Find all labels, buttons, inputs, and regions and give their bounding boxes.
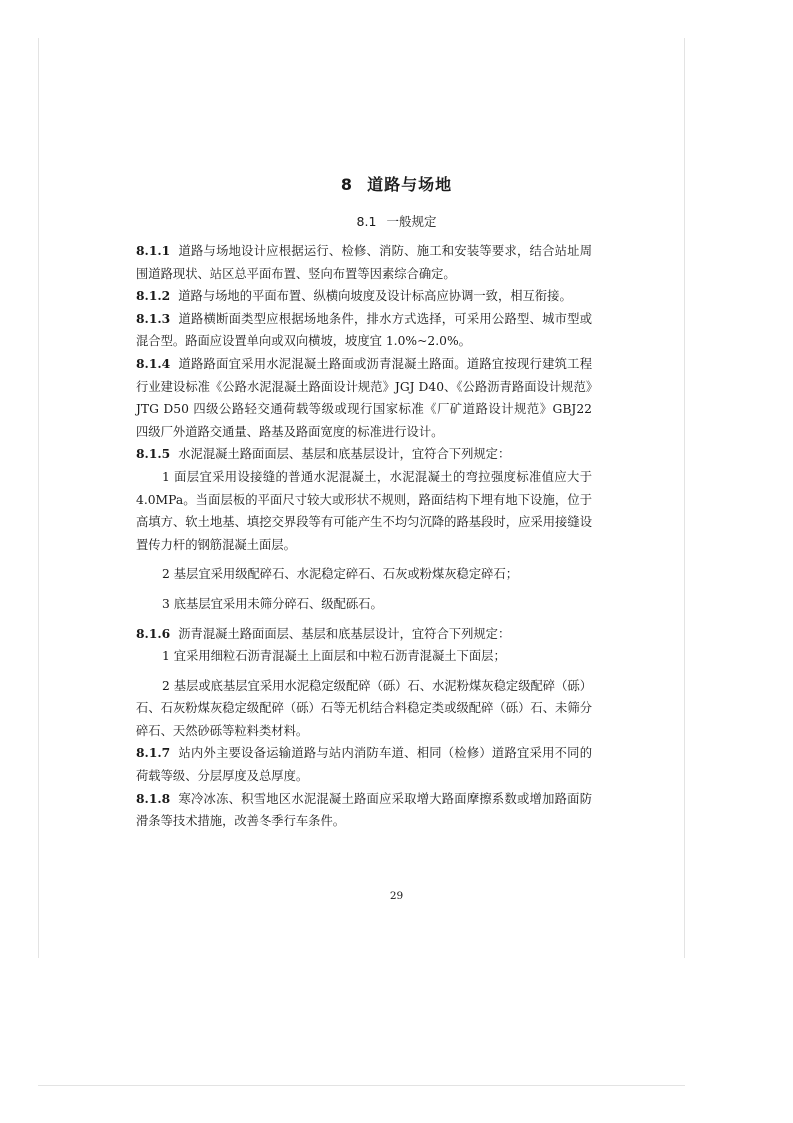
clause-8-1-4 bbox=[136, 353, 592, 443]
clause-text: 道路与场地的平面布置、纵横向坡度及设计标高应协调一致，相互衔接。 bbox=[178, 289, 572, 304]
clause-number: 8.1.4 bbox=[136, 355, 171, 371]
clause-number: 8.1.8 bbox=[136, 790, 171, 806]
clause-8-1-3 bbox=[136, 308, 592, 353]
clause-8-1-2 bbox=[136, 285, 592, 308]
clause-number: 8.1.7 bbox=[136, 745, 171, 761]
chapter-title-text: 道路与场地 bbox=[367, 175, 453, 194]
clause-8-1-6 bbox=[136, 623, 592, 646]
clause-number: 8.1.3 bbox=[136, 310, 171, 326]
clause-text: 水泥混凝土路面面层、基层和底基层设计，宜符合下列规定： bbox=[178, 447, 511, 462]
list-item: 3 底基层宜采用未筛分碎石、级配砾石。 bbox=[162, 596, 383, 611]
section-number: 8.1 bbox=[356, 214, 377, 229]
bottom-divider bbox=[38, 1085, 685, 1086]
list-item: 1 面层宜采用设接缝的普通水泥混凝土，水泥混凝土的弯拉强度标准值应大于 4.0MPa。当面层板的平面尺寸较大或形状不规则，路面结构下埋有地下设施，位于高填方、软土地基、填挖交界段等有可能产生不均匀沉降的路基段时，应采用接缝设置传力杆的钢筋混凝土面层。 bbox=[136, 469, 592, 552]
clause-number: 8.1.6 bbox=[136, 625, 171, 641]
section-title bbox=[0, 212, 793, 230]
clause-8-1-7 bbox=[136, 742, 592, 787]
list-item: 2 基层宜采用级配碎石、水泥稳定碎石、石灰或粉煤灰稳定碎石； bbox=[162, 567, 519, 582]
clause-text: 寒冷冰冻、积雪地区水泥混凝土路面应采取增大路面摩擦系数或增加路面防滑条等技术措施，改善冬季行车条件。 bbox=[136, 791, 592, 829]
clause-text: 站内外主要设备运输道路与站内消防车道、相同（检修）道路宜采用不同的荷载等级、分层厚度及总厚度。 bbox=[136, 746, 592, 784]
clause-text: 沥青混凝土路面面层、基层和底基层设计，宜符合下列规定： bbox=[178, 626, 511, 641]
clause-8-1-5 bbox=[136, 443, 592, 466]
document-body bbox=[136, 240, 592, 833]
page-number: 29 bbox=[389, 890, 404, 902]
clause-text: 道路横断面类型应根据场地条件，排水方式选择，可采用公路型、城市型或混合型。路面应设置单向或双向横坡，坡度宜 1.0%~2.0%。 bbox=[136, 311, 592, 349]
clause-number: 8.1.1 bbox=[136, 243, 171, 258]
clause-number: 8.1.5 bbox=[136, 446, 171, 462]
clause-text: 道路路面宜采用水泥混凝土路面或沥青混凝土路面。道路宜按现行建筑工程行业建设标准《公路水泥混凝土路面设计规范》JGJ D40、《公路沥青路面设计规范》JTG D50 四级公路轻交通荷载等级或现行国家标准《厂矿道路设计规范》GBJ22 四级厂外道路交通量、路基及路面宽度的标准进行设计。 bbox=[136, 356, 592, 439]
list-item: 1 宜采用细粒石沥青混凝土上面层和中粒石沥青混凝土下面层； bbox=[162, 649, 506, 664]
clause-text: 道路与场地设计应根据运行、检修、消防、施工和安装等要求，结合站址周围道路现状、站区总平面布置、竖向布置等因素综合确定。 bbox=[136, 244, 592, 281]
list-item: 2 基层或底基层宜采用水泥稳定级配碎（砾）石、水泥粉煤灰稳定级配碎（砾）石、石灰粉煤灰稳定级配碎（砾）石等无机结合料稳定类或级配碎（砾）石、未筛分碎石、天然砂砾等粒料类材料。 bbox=[136, 678, 592, 738]
clause-8-1-8 bbox=[136, 788, 592, 833]
clause-8-1-1 bbox=[136, 240, 592, 285]
clause-number: 8.1.2 bbox=[136, 288, 171, 304]
chapter-number: 8 bbox=[340, 175, 354, 194]
section-title-text: 一般规定 bbox=[386, 214, 437, 229]
chapter-title bbox=[0, 172, 793, 195]
